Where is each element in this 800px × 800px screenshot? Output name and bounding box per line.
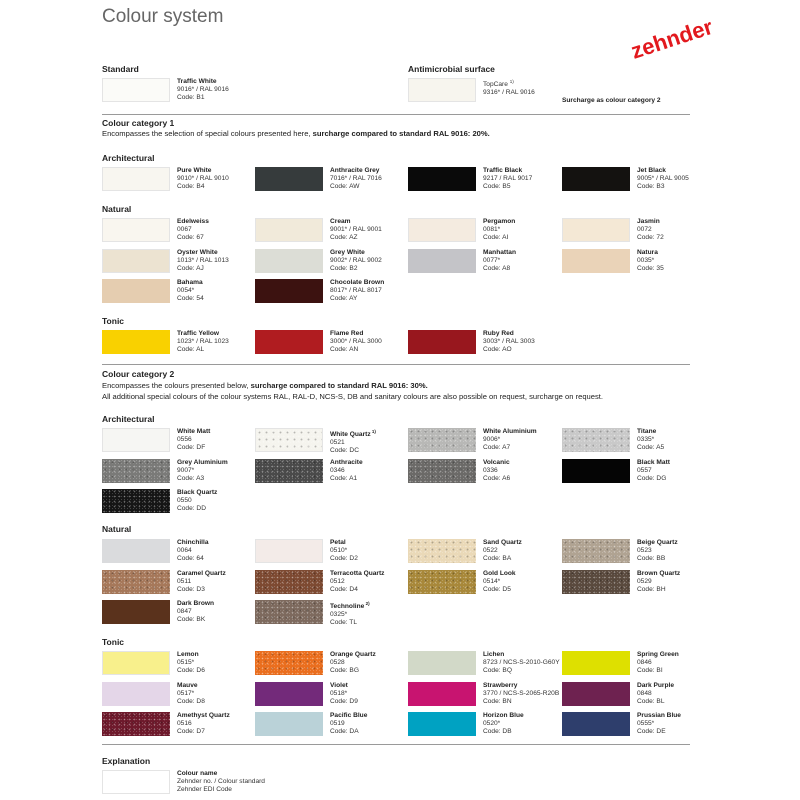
colour-name: Grey White [330, 248, 365, 256]
colour-name: Chocolate Brown [330, 279, 385, 286]
colour-name: Lemon [177, 651, 199, 658]
colour-name: Flame Red [330, 330, 364, 337]
swatch-pure-white [102, 167, 170, 191]
swatch-terracotta-quartz [255, 570, 323, 594]
colour-code: Code: D5 [483, 585, 511, 593]
colour-code: Code: A8 [483, 264, 511, 272]
colour-name: Titane [637, 428, 657, 435]
swatch-traffic-yellow [102, 330, 170, 354]
colour-name: Grey Aluminium [177, 458, 228, 466]
colour-name: Terracotta Quartz [330, 569, 385, 577]
colour-code: Code: DC [330, 447, 359, 455]
colour-reference: 0325* [330, 611, 348, 619]
colour-reference: 9006* [483, 436, 501, 443]
divider [102, 364, 690, 365]
colour-name: Volcanic [483, 458, 510, 466]
colour-name: Gold Look [483, 569, 516, 577]
colour-reference: 0054* [177, 287, 195, 294]
colour-reference: 0847 [177, 608, 192, 615]
swatch-grey-aluminium [102, 459, 170, 483]
colour-name: Beige Quartz [637, 539, 678, 546]
colour-reference: 0077* [483, 256, 501, 264]
swatch-white-quartz [255, 428, 323, 452]
swatch-label [330, 279, 384, 303]
colour-name: Jasmin [637, 218, 660, 225]
colour-code: Code: AO [483, 346, 512, 353]
colour-name: Black Quartz [177, 489, 218, 496]
surcharge-note: Surcharge as colour category 2 [562, 97, 661, 104]
colour-reference: 0336 [483, 466, 498, 474]
colour-reference: 0555* [637, 720, 655, 727]
swatch-label [177, 279, 204, 303]
swatch-volcanic [408, 459, 476, 483]
colour-name: Petal [330, 539, 346, 546]
cat2-heading: Colour category 2 [102, 369, 175, 379]
colour-name: White Quartz $^{1)}$ [330, 429, 376, 439]
colour-name: Horizon Blue [483, 712, 524, 719]
swatch-natura [562, 249, 630, 273]
colour-name: White Matt [177, 428, 211, 435]
colour-code: Code: BG [330, 667, 359, 674]
swatch-traffic-white [102, 78, 170, 102]
colour-reference: 8723 / NCS-S-2010-G60Y [483, 659, 560, 666]
swatch-chinchilla [102, 539, 170, 563]
colour-reference: 0514* [483, 577, 501, 585]
swatch-label [177, 682, 205, 706]
colour-code: Code: AW [330, 183, 360, 190]
swatch-traffic-black [408, 167, 476, 191]
swatch-chocolate-brown [255, 279, 323, 303]
colour-reference: 0528 [330, 659, 345, 666]
swatch-label [177, 330, 229, 354]
colour-code: Code: BQ [483, 667, 512, 674]
swatch-label [177, 600, 214, 624]
colour-reference: 0346 [330, 466, 345, 474]
swatch-pacific-blue [255, 712, 323, 736]
colour-code: Code: DE [637, 728, 666, 735]
swatch-prussian-blue [562, 712, 630, 736]
swatch-beige-quartz [562, 539, 630, 563]
swatch-pergamon [408, 218, 476, 242]
swatch-black-quartz [102, 489, 170, 513]
colour-reference: 0522 [483, 547, 498, 554]
colour-name: Sand Quartz [483, 539, 522, 546]
swatch-label [483, 330, 535, 354]
colour-name: Chinchilla [177, 539, 209, 546]
colour-reference: 7016* / RAL 7016 [330, 175, 382, 182]
colour-reference: 3000* / RAL 3000 [330, 338, 382, 345]
colour-code: Code: AN [330, 346, 359, 353]
swatch-label [177, 428, 210, 452]
colour-code: Code: DA [330, 728, 359, 735]
cat1-natural-heading: Natural [102, 204, 132, 214]
colour-code: Code: DG [637, 474, 667, 482]
swatch-label [330, 428, 376, 455]
colour-name: Amethyst Quartz [177, 712, 230, 719]
swatch-label [637, 167, 689, 191]
swatch-anthracite [255, 459, 323, 483]
colour-name: Pergamon [483, 218, 516, 225]
swatch-bahama [102, 279, 170, 303]
colour-name: Traffic Black [483, 167, 523, 174]
swatch-orange-quartz [255, 651, 323, 675]
swatch-label [330, 330, 382, 354]
colour-code: Code: A7 [483, 444, 511, 451]
swatch-label [330, 682, 358, 706]
colour-name: Traffic Yellow [177, 330, 220, 337]
colour-reference: 0520* [483, 720, 501, 727]
colour-name: Brown Quartz [637, 569, 681, 577]
swatch-dark-brown [102, 600, 170, 624]
swatch-manhattan [408, 249, 476, 273]
colour-reference: 0510* [330, 547, 348, 554]
colour-reference: 0556 [177, 436, 192, 443]
swatch-label [330, 570, 384, 594]
colour-code: Code: TL [330, 619, 358, 627]
swatch-label [330, 539, 358, 563]
swatch-label [483, 651, 560, 675]
colour-name: Bahama [177, 279, 203, 286]
colour-name: Dark Purple [637, 681, 675, 689]
swatch-label [637, 249, 664, 273]
colour-code: Code: AY [330, 295, 358, 302]
cat1-heading: Colour category 1 [102, 118, 175, 128]
colour-reference: 0519 [330, 720, 345, 727]
colour-code: Code: 64 [177, 555, 204, 562]
colour-reference: 8017* / RAL 8017 [330, 287, 382, 294]
swatch-violet [255, 682, 323, 706]
swatch-label [483, 712, 524, 736]
colour-name: Mauve [177, 681, 198, 689]
colour-code: Code: BL [637, 697, 665, 705]
colour-name: Caramel Quartz [177, 569, 226, 577]
swatch-label [483, 570, 516, 594]
swatch-anthracite-grey [255, 167, 323, 191]
swatch-label [177, 651, 205, 675]
colour-code: Code: D4 [330, 585, 358, 593]
divider [102, 114, 690, 115]
colour-reference: 0557 [637, 466, 652, 474]
colour-name: Oyster White [177, 248, 218, 256]
colour-code: Code: AI [483, 234, 509, 241]
swatch-technoline [255, 600, 323, 624]
colour-reference: 0550 [177, 497, 192, 504]
colour-reference: 0035* [637, 256, 655, 264]
swatch-edelweiss [102, 218, 170, 242]
colour-code: Code: D3 [177, 585, 205, 593]
colour-name: Orange Quartz [330, 651, 376, 658]
colour-code: Code: AJ [177, 264, 204, 272]
colour-code: Code: 72 [637, 234, 664, 241]
swatch-oyster-white [102, 249, 170, 273]
explanation-label: Colour name Zehnder no. / Colour standard Zehnder EDI Code [177, 770, 265, 793]
colour-name: Prussian Blue [637, 712, 681, 719]
swatch-label [637, 428, 664, 452]
colour-code: Code: AL [177, 346, 205, 353]
swatch-label [483, 459, 510, 483]
colour-code: Code: BN [483, 697, 512, 705]
swatch-label [330, 218, 382, 242]
swatch-label [637, 570, 680, 594]
colour-reference: 0512 [330, 577, 345, 585]
swatch-label [330, 459, 363, 483]
swatch-black-matt [562, 459, 630, 483]
cat1-description: Encompasses the selection of special colours presented here, surcharge compared to standard RAL 9016: 20%. [102, 129, 490, 138]
page-title: Colour system [102, 6, 224, 27]
colour-reference: 0521 [330, 439, 345, 447]
colour-reference: 9217 / RAL 9017 [483, 175, 533, 182]
cat1-tonic-heading: Tonic [102, 316, 125, 326]
colour-reference: 0518* [330, 689, 348, 697]
colour-reference: 9002* / RAL 9002 [330, 256, 382, 264]
colour-reference: 9007* [177, 466, 195, 474]
colour-reference: 0515* [177, 659, 195, 666]
swatch-grey-white [255, 249, 323, 273]
swatch-dark-purple [562, 682, 630, 706]
colour-code: Code: A3 [177, 474, 205, 482]
colour-code: Code: 54 [177, 295, 204, 302]
swatch-label [330, 651, 376, 675]
swatch-jasmin [562, 218, 630, 242]
swatch-label [483, 249, 516, 273]
swatch-label [637, 218, 664, 242]
colour-code: Code: A1 [330, 474, 358, 482]
swatch-topcare [408, 78, 476, 102]
colour-reference: 0067 [177, 226, 192, 233]
colour-reference: 3770 / NCS-S-2065-R20B [483, 689, 560, 697]
swatch-label: Traffic White 9016* / RAL 9016 Code: B1 [177, 78, 229, 101]
swatch-label [637, 712, 681, 736]
colour-name: Dark Brown [177, 600, 215, 607]
colour-name: Natura [637, 248, 658, 256]
colour-code: Code: BI [637, 667, 663, 674]
swatch-titane [562, 428, 630, 452]
swatch-sand-quartz [408, 539, 476, 563]
colour-name: Anthracite Grey [330, 167, 380, 174]
swatch-horizon-blue [408, 712, 476, 736]
swatch-label [483, 167, 532, 191]
colour-name: Manhattan [483, 248, 516, 256]
colour-name: Anthracite [330, 458, 363, 466]
colour-code: Code: AZ [330, 234, 358, 241]
colour-name: White Aluminium [483, 428, 537, 435]
colour-name: Jet Black [637, 167, 666, 174]
colour-reference: 0846 [637, 659, 652, 666]
swatch-jet-black [562, 167, 630, 191]
colour-reference: 0072 [637, 226, 652, 233]
swatch-gold-look [408, 570, 476, 594]
colour-reference: 0516 [177, 720, 192, 727]
swatch-petal [255, 539, 323, 563]
explanation-swatch [102, 770, 170, 794]
colour-code: Code: A5 [637, 444, 665, 451]
swatch-cream [255, 218, 323, 242]
swatch-ruby-red [408, 330, 476, 354]
colour-reference: 0523 [637, 547, 652, 554]
swatch-label [330, 600, 370, 627]
colour-name: Ruby Red [483, 330, 514, 337]
colour-code: Code: B4 [177, 183, 205, 190]
colour-reference: 1013* / RAL 1013 [177, 256, 229, 264]
swatch-label [637, 539, 678, 563]
colour-name: Edelweiss [177, 218, 209, 225]
cat2-architectural-heading: Architectural [102, 414, 155, 424]
explanation-heading: Explanation [102, 756, 151, 766]
colour-code: Code: BK [177, 616, 206, 623]
colour-reference: 0517* [177, 689, 195, 697]
colour-code: Code: BA [483, 555, 512, 562]
colour-reference: 9010* / RAL 9010 [177, 175, 229, 182]
colour-name: Cream [330, 218, 351, 225]
swatch-label [177, 570, 226, 594]
colour-reference: 0064 [177, 547, 192, 554]
colour-code: Code: B5 [483, 183, 511, 190]
colour-reference: 0848 [637, 689, 652, 697]
swatch-label [483, 428, 537, 452]
swatch-label [177, 539, 209, 563]
swatch-label [330, 167, 382, 191]
swatch-white-matt [102, 428, 170, 452]
swatch-spring-green [562, 651, 630, 675]
colour-reference: 9005* / RAL 9005 [637, 175, 689, 182]
colour-reference: 0081* [483, 226, 501, 233]
swatch-label [177, 712, 230, 736]
colour-name: Lichen [483, 651, 505, 658]
colour-reference: 0529 [637, 577, 652, 585]
colour-name: Pacific Blue [330, 712, 368, 719]
swatch-label [483, 218, 515, 242]
colour-code: Code: DF [177, 444, 206, 451]
swatch-caramel-quartz [102, 570, 170, 594]
antimicrobial-heading: Antimicrobial surface [408, 64, 495, 74]
colour-name: Strawberry [483, 681, 518, 689]
colour-code: Code: D6 [177, 667, 205, 674]
colour-code: Code: D8 [177, 697, 205, 705]
colour-code: Code: D2 [330, 555, 358, 562]
cat2-natural-heading: Natural [102, 524, 132, 534]
colour-reference: 9001* / RAL 9001 [330, 226, 382, 233]
swatch-label [637, 682, 674, 706]
colour-reference: 3003* / RAL 3003 [483, 338, 535, 345]
colour-name: Pure White [177, 167, 212, 174]
swatch-brown-quartz [562, 570, 630, 594]
swatch-mauve [102, 682, 170, 706]
colour-code: Code: D7 [177, 728, 205, 735]
swatch-label [330, 712, 367, 736]
cat2-tonic-heading: Tonic [102, 637, 125, 647]
colour-code: Code: A6 [483, 474, 511, 482]
standard-heading: Standard [102, 64, 139, 74]
colour-reference: 1023* / RAL 1023 [177, 338, 229, 345]
colour-code: Code: 35 [637, 264, 664, 272]
colour-name: Violet [330, 681, 348, 689]
colour-name: Black Matt [637, 458, 670, 466]
colour-name: Spring Green [637, 651, 679, 658]
swatch-white-aluminium [408, 428, 476, 452]
cat2-description-2: All additional special colours of the colour systems RAL, RAL-D, NCS-S, DB and sanitary colours are also possible on request, surcharge on request. [102, 392, 604, 401]
swatch-label [177, 489, 217, 513]
colour-code: Code: DD [177, 505, 206, 512]
colour-code: Code: D9 [330, 697, 358, 705]
swatch-label [177, 459, 228, 483]
swatch-label [637, 459, 670, 483]
swatch-label [637, 651, 679, 675]
swatch-label: TopCare $^{1)}$ 9316* / RAL 9016 [483, 79, 535, 97]
colour-code: Code: BB [637, 555, 666, 562]
swatch-flame-red [255, 330, 323, 354]
brand-wordmark: zehnder [628, 13, 716, 64]
colour-reference: 0511 [177, 577, 192, 585]
swatch-label [177, 167, 229, 191]
swatch-label [483, 539, 522, 563]
cat2-description: Encompasses the colours presented below, surcharge compared to standard RAL 9016: 30%. [102, 381, 428, 390]
colour-name: Technoline $^{2)}$ [330, 601, 370, 611]
colour-code: Code: BH [637, 585, 666, 593]
colour-reference: 0335* [637, 436, 655, 443]
cat1-architectural-heading: Architectural [102, 153, 155, 163]
zehnder-logo [628, 12, 724, 68]
colour-code: Code: B3 [637, 183, 665, 190]
swatch-label [177, 218, 209, 242]
swatch-lichen [408, 651, 476, 675]
divider [102, 744, 690, 745]
swatch-strawberry [408, 682, 476, 706]
swatch-label [330, 249, 382, 273]
swatch-label [177, 249, 229, 273]
colour-code: Code: B2 [330, 264, 358, 272]
colour-code: Code: DB [483, 728, 512, 735]
colour-code: Code: 67 [177, 234, 204, 241]
swatch-label [483, 682, 559, 706]
swatch-amethyst-quartz [102, 712, 170, 736]
swatch-lemon [102, 651, 170, 675]
